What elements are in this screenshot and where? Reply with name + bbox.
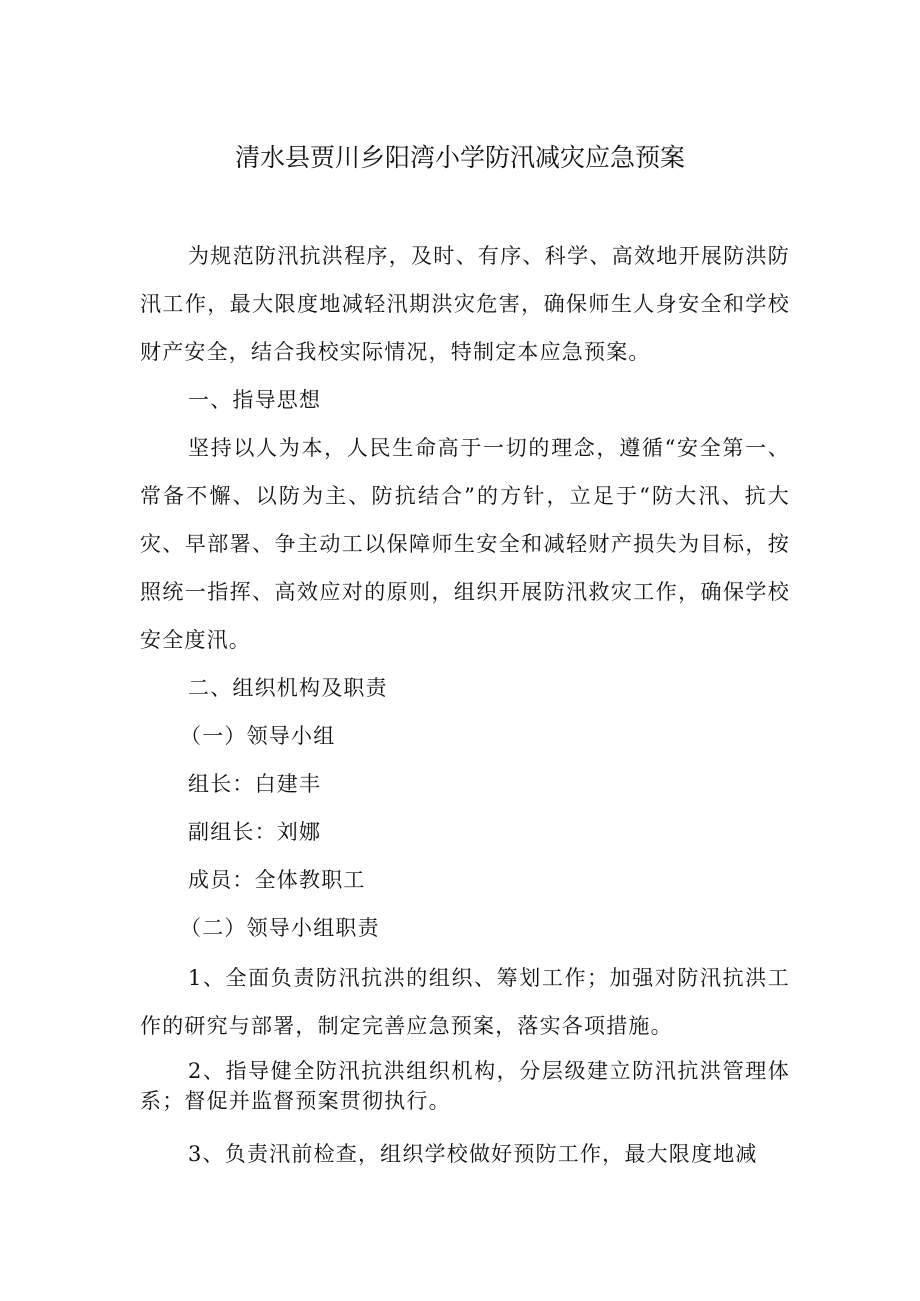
duty-item-1: 1、全面负责防汛抗洪的组织、筹划工作；加强对防汛抗洪工作的研究与部署，制定完善应急预案，落实各项措施。 xyxy=(140,966,790,1038)
duty-item-3: 3、负责汛前检查，组织学校做好预防工作，最大限度地减 xyxy=(188,1142,758,1166)
subheading-group-duties: （二）领导小组职责 xyxy=(180,916,380,940)
intro-paragraph: 为规范防汛抗洪程序，及时、有序、科学、高效地开展防洪防汛工作，最大限度地减轻汛期洪灾危害，确保师生人身安全和学校财产安全，结合我校实际情况，特制定本应急预案。 xyxy=(140,244,790,364)
section-heading-guiding-ideology: 一、指导思想 xyxy=(188,388,322,412)
duty-item-2: 2、指导健全防汛抗洪组织机构，分层级建立防汛抗洪管理体系；督促并监督预案贯彻执行。 xyxy=(140,1059,790,1113)
document-title: 清水县贾川乡阳湾小学防汛减灾应急预案 xyxy=(234,143,685,172)
deputy-leader: 副组长：刘娜 xyxy=(188,820,322,844)
group-members: 成员：全体教职工 xyxy=(188,868,366,892)
subheading-leading-group: （一）领导小组 xyxy=(180,724,336,748)
section-heading-organization: 二、组织机构及职责 xyxy=(188,676,388,700)
group-leader: 组长：白建丰 xyxy=(188,772,322,796)
guiding-ideology-paragraph: 坚持以人为本，人民生命高于一切的理念，遵循“安全第一、常备不懈、以防为主、防抗结合”的方针，立足于“防大汛、抗大灾、早部署、争主动工以保障师生安全和减轻财产损失为目标，按照统一指挥、高效应对的原则，组织开展防汛救灾工作，确保学校安全度汛。 xyxy=(140,436,790,652)
